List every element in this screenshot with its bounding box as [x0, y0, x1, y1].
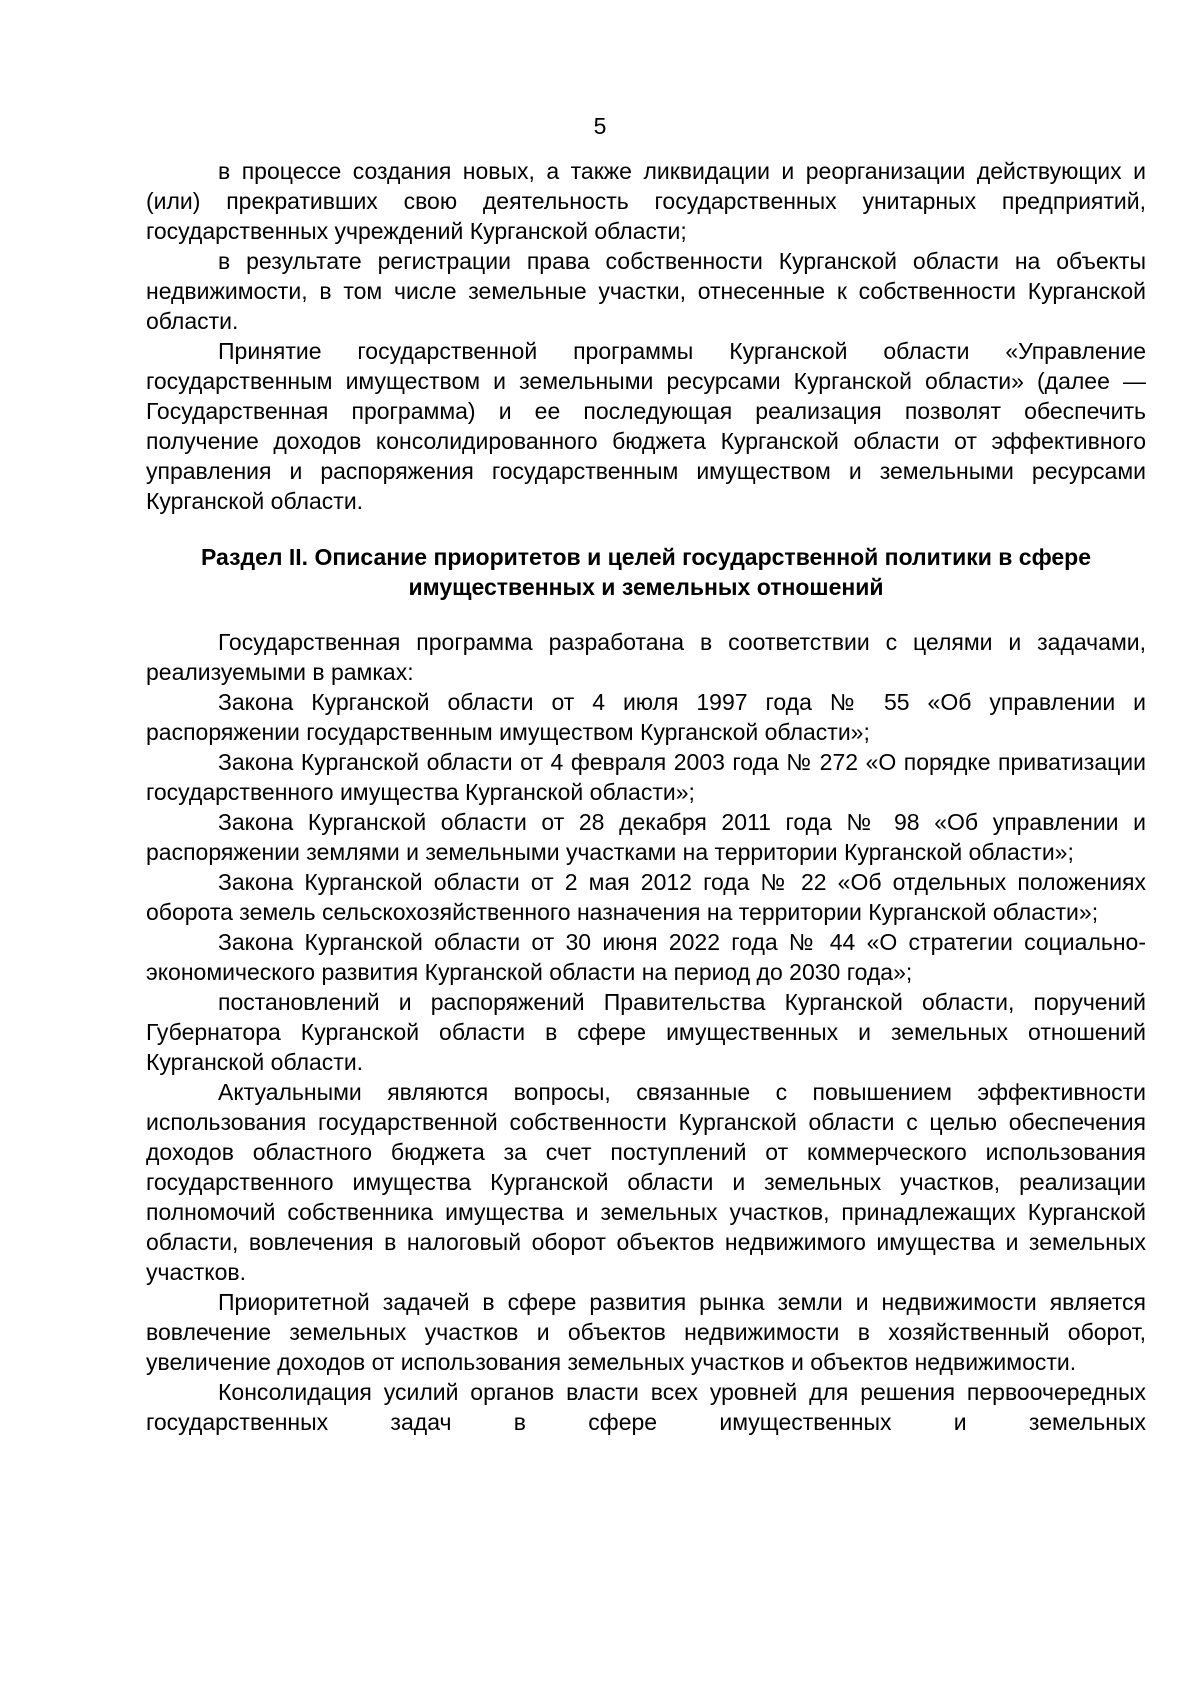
paragraph: Закона Курганской области от 4 февраля 2003 года № 272 «О порядке приватизации государственного имущества Курганской области»; — [146, 749, 1146, 805]
page-number: 5 — [593, 113, 607, 139]
paragraph: Закона Курганской области от 4 июля 1997 года № 55 «Об управлении и распоряжении государственным имуществом Курганской области»; — [146, 689, 1146, 745]
paragraph: в процессе создания новых, а также ликвидации и реорганизации действующих и (или) прекративших свою деятельность государственных унитарных предприятий, государственных учреждений Курганской области; — [146, 158, 1146, 244]
paragraph: Закона Курганской области от 30 июня 2022 года № 44 «О стратегии социально-экономического развития Курганской области на период до 2030 года»; — [146, 929, 1146, 985]
document-body — [146, 156, 1146, 1437]
paragraph: постановлений и распоряжений Правительства Курганской области, поручений Губернатора Курганской области в сфере имущественных и земельных отношений Курганской области. — [146, 989, 1146, 1075]
paragraph: Актуальными являются вопросы, связанные с повышением эффективности использования государственной собственности Курганской области с целью обеспечения доходов областного бюджета за счет поступлений от коммерческого использования государственного имущества Курганской области и земельных участков, реализации полномочий собственника имущества и земельных участков, принадлежащих Курганской области, вовлечения в налоговый оборот объектов недвижимого имущества и земельных участков. — [146, 1079, 1146, 1285]
paragraph: Закона Курганской области от 28 декабря 2011 года № 98 «Об управлении и распоряжении землями и земельными участками на территории Курганской области»; — [146, 809, 1146, 865]
paragraph: Закона Курганской области от 2 мая 2012 года № 22 «Об отдельных положениях оборота земель сельскохозяйственного назначения на территории Курганской области»; — [146, 869, 1146, 925]
section-heading: Раздел II. Описание приоритетов и целей государственной политики в сфере имущественных и земельных отношений — [200, 544, 1092, 600]
paragraph: Консолидация усилий органов власти всех уровней для решения первоочередных государственных задач в сфере имущественных и земельных — [146, 1379, 1146, 1435]
paragraph: Приоритетной задачей в сфере развития рынка земли и недвижимости является вовлечение земельных участков и объектов недвижимости в хозяйственный оборот, увеличение доходов от использования земельных участков и объектов недвижимости. — [146, 1289, 1146, 1375]
paragraph: в результате регистрации права собственности Курганской области на объекты недвижимости, в том числе земельные участки, отнесенные к собственности Курганской области. — [146, 248, 1146, 334]
paragraph: Принятие государственной программы Курганской области «Управление государственным имуществом и земельными ресурсами Курганской области» (далее — Государственная программа) и ее последующая реализация позволят обеспечить получение доходов консолидированного бюджета Курганской области от эффективного управления и распоряжения государственным имуществом и земельными ресурсами Курганской области. — [146, 338, 1146, 514]
paragraph: Государственная программа разработана в соответствии с целями и задачами, реализуемыми в рамках: — [146, 629, 1146, 685]
